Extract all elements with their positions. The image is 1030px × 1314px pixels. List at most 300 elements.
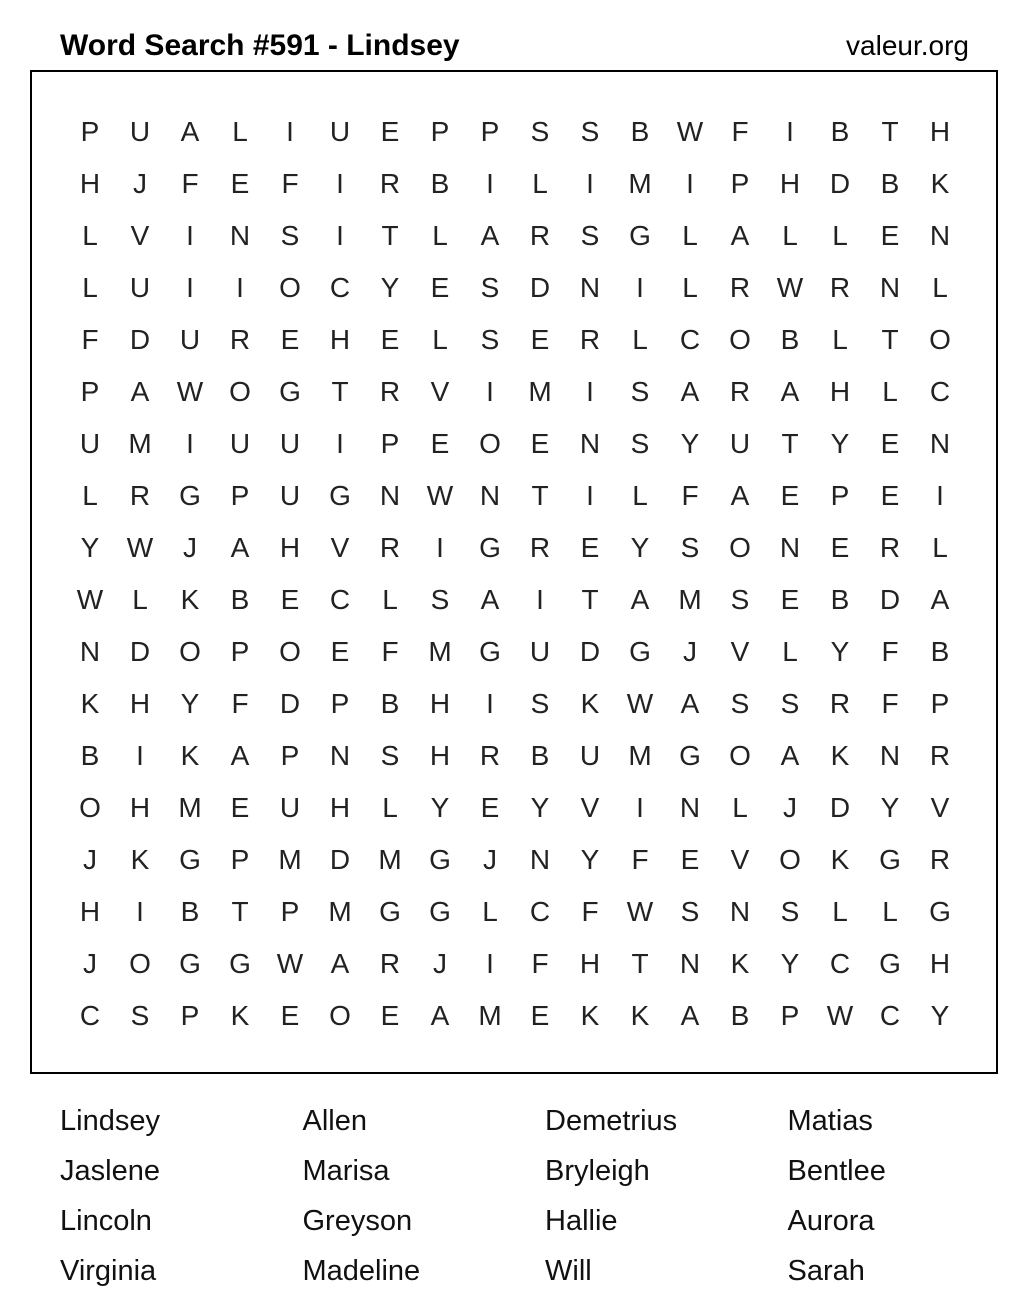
grid-letter: A xyxy=(130,376,150,407)
word-list-item: Sarah xyxy=(787,1255,865,1287)
grid-letter: S xyxy=(530,116,550,147)
grid-letter: Y xyxy=(830,636,850,667)
grid-letter: O xyxy=(79,792,101,823)
grid-letter: H xyxy=(79,896,101,927)
grid-letter: P xyxy=(430,116,450,147)
grid-letter: S xyxy=(530,688,550,719)
grid-letter: W xyxy=(76,584,104,615)
grid-letter: E xyxy=(530,324,550,355)
grid-letter: O xyxy=(279,636,301,667)
grid-letter: I xyxy=(186,428,194,459)
grid-letter: I xyxy=(136,740,144,771)
grid-letter: N xyxy=(679,792,701,823)
grid-letter: H xyxy=(429,740,451,771)
grid-letter: I xyxy=(336,428,344,459)
grid-letter: O xyxy=(479,428,501,459)
grid-letter: E xyxy=(380,1000,400,1031)
grid-letter: G xyxy=(479,636,501,667)
grid-letter: W xyxy=(176,376,204,407)
grid-letter: Y xyxy=(930,1000,950,1031)
grid-letter: N xyxy=(79,636,101,667)
grid-letter: B xyxy=(730,1000,750,1031)
grid-letter: H xyxy=(929,116,951,147)
grid-letter: C xyxy=(529,896,551,927)
grid-letter: A xyxy=(780,740,800,771)
grid-letter: B xyxy=(180,896,200,927)
grid-letter: E xyxy=(280,1000,300,1031)
grid-letter: R xyxy=(529,220,551,251)
grid-letter: N xyxy=(879,272,901,303)
grid-letter: F xyxy=(381,636,399,667)
grid-letter: E xyxy=(230,792,250,823)
grid-letter: O xyxy=(729,532,751,563)
grid-letter: D xyxy=(129,636,151,667)
grid-letter: E xyxy=(580,532,600,563)
grid-letter: P xyxy=(480,116,500,147)
word-list-item: Madeline xyxy=(302,1255,421,1287)
grid-letter: O xyxy=(729,324,751,355)
word-list-item: Jaslene xyxy=(60,1155,160,1187)
grid-letter: L xyxy=(832,324,848,355)
grid-letter: U xyxy=(129,116,151,147)
grid-letter: G xyxy=(179,844,201,875)
grid-letter: U xyxy=(179,324,201,355)
grid-letter: O xyxy=(329,1000,351,1031)
grid-letter: L xyxy=(482,896,498,927)
grid-letter: K xyxy=(730,948,750,979)
grid-letter: R xyxy=(729,376,751,407)
grid-letter: P xyxy=(830,480,850,511)
grid-letter: L xyxy=(132,584,148,615)
grid-letter: H xyxy=(779,168,801,199)
grid-letter: Y xyxy=(830,428,850,459)
grid-letter: I xyxy=(286,116,294,147)
grid-letter: W xyxy=(626,688,654,719)
grid-letter: M xyxy=(628,740,652,771)
grid-letter: J xyxy=(183,532,197,563)
grid-letter: G xyxy=(379,896,401,927)
grid-letter: M xyxy=(478,1000,502,1031)
grid-letter: B xyxy=(80,740,100,771)
grid-letter: I xyxy=(586,168,594,199)
grid-letter: W xyxy=(276,948,304,979)
grid-letter: V xyxy=(430,376,450,407)
grid-letter: E xyxy=(880,480,900,511)
grid-letter: E xyxy=(830,532,850,563)
grid-letter: L xyxy=(432,324,448,355)
grid-letter: N xyxy=(929,220,951,251)
grid-letter: E xyxy=(280,584,300,615)
grid-letter: R xyxy=(829,272,851,303)
grid-letter: U xyxy=(329,116,351,147)
grid-letter: T xyxy=(881,324,899,355)
grid-letter: L xyxy=(382,792,398,823)
grid-letter: Y xyxy=(580,844,600,875)
grid-letter: G xyxy=(429,844,451,875)
grid-letter: K xyxy=(830,844,850,875)
grid-letter: P xyxy=(730,168,750,199)
grid-letter: G xyxy=(479,532,501,563)
grid-letter: E xyxy=(530,1000,550,1031)
grid-letter: B xyxy=(530,740,550,771)
grid-letter: U xyxy=(79,428,101,459)
grid-letter: I xyxy=(936,480,944,511)
word-list-item: Matias xyxy=(787,1105,873,1137)
grid-letter: R xyxy=(529,532,551,563)
grid-letter: B xyxy=(430,168,450,199)
grid-letter: N xyxy=(579,272,601,303)
grid-letter: R xyxy=(129,480,151,511)
grid-letter: I xyxy=(336,220,344,251)
grid-letter: P xyxy=(280,740,300,771)
grid-letter: W xyxy=(676,116,704,147)
grid-letter: G xyxy=(879,844,901,875)
grid-letter: F xyxy=(881,636,899,667)
grid-letter: T xyxy=(581,584,599,615)
grid-letter: I xyxy=(686,168,694,199)
grid-letter: C xyxy=(929,376,951,407)
letter-grid-frame xyxy=(30,70,998,1074)
grid-letter: W xyxy=(126,532,154,563)
grid-letter: L xyxy=(682,272,698,303)
grid-letter: M xyxy=(178,792,202,823)
grid-letter: A xyxy=(630,584,650,615)
grid-letter: D xyxy=(279,688,301,719)
grid-letter: G xyxy=(329,480,351,511)
grid-letter: D xyxy=(579,636,601,667)
grid-letter: E xyxy=(380,116,400,147)
grid-letter: P xyxy=(230,480,250,511)
grid-letter: S xyxy=(580,116,600,147)
grid-letter: T xyxy=(531,480,549,511)
grid-letter: E xyxy=(880,220,900,251)
grid-letter: R xyxy=(379,532,401,563)
grid-letter: T xyxy=(331,376,349,407)
grid-letter: L xyxy=(932,272,948,303)
grid-letter: G xyxy=(629,636,651,667)
grid-letter: B xyxy=(380,688,400,719)
grid-letter: J xyxy=(483,844,497,875)
grid-letter: A xyxy=(480,220,500,251)
letter-grid xyxy=(65,106,965,1042)
grid-letter: G xyxy=(229,948,251,979)
grid-letter: G xyxy=(179,948,201,979)
grid-letter: I xyxy=(236,272,244,303)
grid-letter: L xyxy=(832,220,848,251)
word-list-item: Lincoln xyxy=(60,1205,152,1237)
grid-letter: F xyxy=(631,844,649,875)
grid-letter: S xyxy=(430,584,450,615)
grid-letter: I xyxy=(636,792,644,823)
grid-letter: R xyxy=(829,688,851,719)
grid-letter: A xyxy=(230,740,250,771)
grid-letter: M xyxy=(378,844,402,875)
grid-letter: S xyxy=(730,688,750,719)
grid-letter: I xyxy=(486,168,494,199)
grid-letter: C xyxy=(329,272,351,303)
grid-letter: S xyxy=(480,324,500,355)
grid-letter: F xyxy=(531,948,549,979)
grid-letter: E xyxy=(330,636,350,667)
grid-letter: B xyxy=(630,116,650,147)
grid-letter: N xyxy=(229,220,251,251)
grid-letter: T xyxy=(631,948,649,979)
grid-letter: K xyxy=(580,1000,600,1031)
grid-letter: L xyxy=(682,220,698,251)
grid-letter: U xyxy=(529,636,551,667)
grid-letter: S xyxy=(480,272,500,303)
grid-letter: V xyxy=(580,792,600,823)
grid-letter: E xyxy=(480,792,500,823)
grid-letter: O xyxy=(779,844,801,875)
grid-letter: T xyxy=(781,428,799,459)
grid-letter: P xyxy=(180,1000,200,1031)
grid-letter: H xyxy=(129,792,151,823)
grid-letter: R xyxy=(879,532,901,563)
puzzle-title: Word Search #591 - Lindsey xyxy=(60,29,460,62)
grid-letter: V xyxy=(130,220,150,251)
grid-letter: D xyxy=(129,324,151,355)
grid-letter: D xyxy=(829,168,851,199)
word-list-item: Marisa xyxy=(302,1155,390,1187)
grid-letter: O xyxy=(229,376,251,407)
grid-letter: O xyxy=(279,272,301,303)
grid-letter: A xyxy=(680,1000,700,1031)
grid-letter: A xyxy=(680,688,700,719)
grid-letter: V xyxy=(730,844,750,875)
grid-letter: T xyxy=(231,896,249,927)
grid-letter: K xyxy=(630,1000,650,1031)
grid-letter: P xyxy=(230,636,250,667)
grid-letter: D xyxy=(529,272,551,303)
grid-letter: S xyxy=(680,532,700,563)
grid-letter: F xyxy=(731,116,749,147)
grid-letter: P xyxy=(80,116,100,147)
grid-letter: L xyxy=(532,168,548,199)
word-list-item: Aurora xyxy=(787,1205,875,1237)
grid-letter: R xyxy=(729,272,751,303)
grid-letter: R xyxy=(929,740,951,771)
grid-letter: K xyxy=(180,740,200,771)
grid-letter: E xyxy=(680,844,700,875)
grid-letter: R xyxy=(379,168,401,199)
grid-letter: V xyxy=(730,636,750,667)
grid-letter: F xyxy=(881,688,899,719)
grid-letter: K xyxy=(230,1000,250,1031)
grid-letter: O xyxy=(729,740,751,771)
grid-letter: U xyxy=(579,740,601,771)
grid-letter: K xyxy=(830,740,850,771)
grid-letter: L xyxy=(432,220,448,251)
grid-letter: S xyxy=(130,1000,150,1031)
grid-letter: A xyxy=(780,376,800,407)
grid-letter: M xyxy=(128,428,152,459)
grid-letter: G xyxy=(679,740,701,771)
grid-letter: N xyxy=(479,480,501,511)
grid-letter: L xyxy=(232,116,248,147)
grid-letter: E xyxy=(430,428,450,459)
grid-letter: B xyxy=(830,584,850,615)
word-list-item: Will xyxy=(545,1255,592,1287)
grid-letter: D xyxy=(329,844,351,875)
word-list-item: Demetrius xyxy=(545,1105,678,1137)
grid-letter: R xyxy=(229,324,251,355)
grid-letter: I xyxy=(136,896,144,927)
grid-letter: N xyxy=(379,480,401,511)
grid-letter: P xyxy=(780,1000,800,1031)
grid-letter: P xyxy=(930,688,950,719)
grid-letter: U xyxy=(729,428,751,459)
grid-letter: S xyxy=(780,688,800,719)
grid-letter: P xyxy=(330,688,350,719)
grid-letter: Y xyxy=(80,532,100,563)
grid-letter: Y xyxy=(780,948,800,979)
grid-letter: S xyxy=(730,584,750,615)
grid-letter: G xyxy=(629,220,651,251)
grid-letter: T xyxy=(881,116,899,147)
grid-letter: P xyxy=(380,428,400,459)
grid-letter: D xyxy=(879,584,901,615)
grid-letter: K xyxy=(930,168,950,199)
grid-letter: E xyxy=(880,428,900,459)
grid-letter: J xyxy=(133,168,147,199)
grid-letter: L xyxy=(882,896,898,927)
grid-letter: L xyxy=(882,376,898,407)
grid-letter: E xyxy=(430,272,450,303)
grid-letter: L xyxy=(782,220,798,251)
grid-letter: B xyxy=(930,636,950,667)
grid-letter: W xyxy=(426,480,454,511)
grid-letter: M xyxy=(428,636,452,667)
grid-letter: A xyxy=(230,532,250,563)
grid-letter: Y xyxy=(880,792,900,823)
grid-letter: Y xyxy=(380,272,400,303)
grid-letter: I xyxy=(786,116,794,147)
grid-letter: K xyxy=(580,688,600,719)
grid-letter: A xyxy=(730,220,750,251)
grid-letter: F xyxy=(681,480,699,511)
grid-letter: I xyxy=(486,688,494,719)
grid-letter: U xyxy=(229,428,251,459)
grid-letter: C xyxy=(679,324,701,355)
grid-letter: M xyxy=(628,168,652,199)
grid-letter: K xyxy=(80,688,100,719)
grid-letter: N xyxy=(579,428,601,459)
grid-letter: F xyxy=(231,688,249,719)
grid-letter: O xyxy=(179,636,201,667)
grid-letter: M xyxy=(328,896,352,927)
word-list-item: Bentlee xyxy=(787,1155,886,1187)
grid-letter: B xyxy=(880,168,900,199)
grid-letter: C xyxy=(879,1000,901,1031)
grid-letter: I xyxy=(186,272,194,303)
grid-letter: I xyxy=(636,272,644,303)
grid-letter: M xyxy=(528,376,552,407)
grid-letter: Y xyxy=(630,532,650,563)
grid-letter: F xyxy=(81,324,99,355)
grid-letter: K xyxy=(180,584,200,615)
grid-letter: S xyxy=(630,428,650,459)
grid-letter: G xyxy=(929,896,951,927)
grid-letter: I xyxy=(486,376,494,407)
grid-letter: H xyxy=(79,168,101,199)
grid-letter: I xyxy=(536,584,544,615)
grid-letter: T xyxy=(381,220,399,251)
grid-letter: R xyxy=(479,740,501,771)
grid-letter: A xyxy=(180,116,200,147)
grid-letter: F xyxy=(581,896,599,927)
grid-letter: E xyxy=(530,428,550,459)
grid-letter: E xyxy=(280,324,300,355)
grid-letter: G xyxy=(879,948,901,979)
word-list-item: Virginia xyxy=(60,1255,157,1287)
grid-letter: S xyxy=(680,896,700,927)
grid-letter: L xyxy=(632,324,648,355)
grid-letter: N xyxy=(779,532,801,563)
grid-letter: I xyxy=(586,376,594,407)
grid-letter: C xyxy=(79,1000,101,1031)
grid-letter: N xyxy=(679,948,701,979)
grid-letter: Y xyxy=(430,792,450,823)
grid-letter: P xyxy=(230,844,250,875)
grid-letter: A xyxy=(430,1000,450,1031)
grid-letter: L xyxy=(782,636,798,667)
word-list-item: Bryleigh xyxy=(545,1155,650,1187)
grid-letter: B xyxy=(780,324,800,355)
grid-letter: L xyxy=(382,584,398,615)
grid-letter: A xyxy=(480,584,500,615)
site-name: valeur.org xyxy=(846,30,969,61)
grid-letter: H xyxy=(429,688,451,719)
word-list-item: Allen xyxy=(302,1105,367,1137)
grid-letter: N xyxy=(729,896,751,927)
grid-letter: P xyxy=(80,376,100,407)
grid-letter: H xyxy=(279,532,301,563)
grid-letter: G xyxy=(179,480,201,511)
grid-letter: J xyxy=(83,948,97,979)
grid-letter: I xyxy=(186,220,194,251)
grid-letter: N xyxy=(879,740,901,771)
grid-letter: R xyxy=(929,844,951,875)
grid-letter: E xyxy=(780,480,800,511)
grid-letter: L xyxy=(732,792,748,823)
word-list-item: Hallie xyxy=(545,1205,618,1237)
grid-letter: S xyxy=(630,376,650,407)
grid-letter: R xyxy=(379,376,401,407)
grid-letter: O xyxy=(129,948,151,979)
grid-letter: L xyxy=(82,272,98,303)
grid-letter: Y xyxy=(680,428,700,459)
grid-letter: E xyxy=(780,584,800,615)
grid-letter: H xyxy=(829,376,851,407)
grid-letter: J xyxy=(83,844,97,875)
grid-letter: Y xyxy=(530,792,550,823)
grid-letter: Y xyxy=(180,688,200,719)
word-list-item: Greyson xyxy=(302,1205,413,1237)
grid-letter: L xyxy=(82,220,98,251)
grid-letter: S xyxy=(780,896,800,927)
grid-letter: W xyxy=(626,896,654,927)
grid-letter: B xyxy=(830,116,850,147)
grid-letter: S xyxy=(280,220,300,251)
grid-letter: N xyxy=(329,740,351,771)
grid-letter: S xyxy=(580,220,600,251)
grid-letter: C xyxy=(829,948,851,979)
grid-letter: I xyxy=(486,948,494,979)
grid-letter: G xyxy=(279,376,301,407)
grid-letter: H xyxy=(329,324,351,355)
grid-letter: R xyxy=(579,324,601,355)
